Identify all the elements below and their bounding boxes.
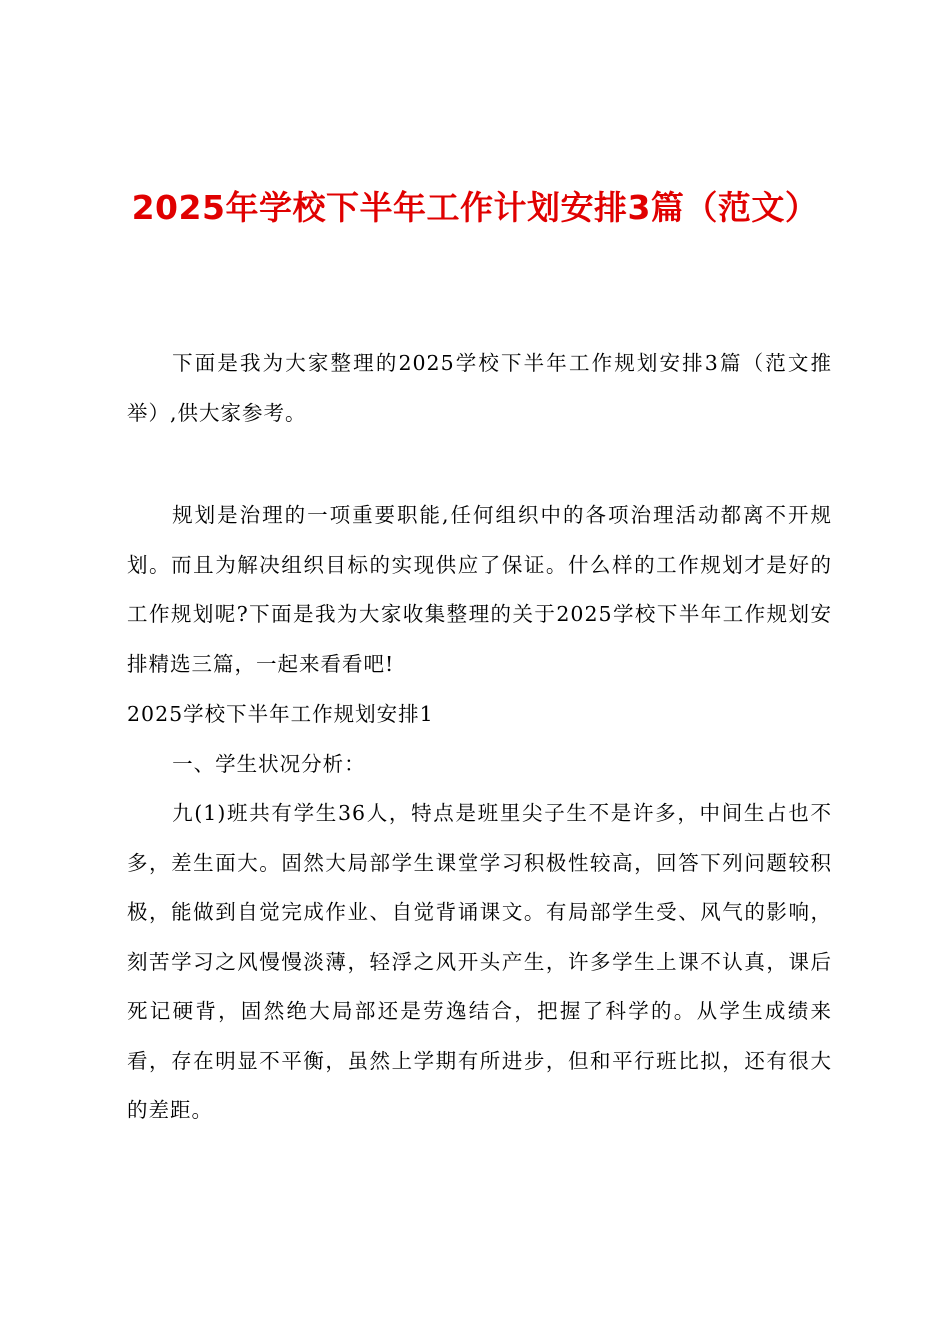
document-title: 2025年学校下半年工作计划安排3篇（范文）	[131, 188, 819, 227]
subsection-heading: 一、学生状况分析：	[172, 752, 366, 776]
student-analysis-paragraph: 九(1)班共有学生36人，特点是班里尖子生不是许多，中间生占也不多，差生面大。固然大局部学生课堂学习积极性较高，回答下列问题较积极，能做到自觉完成作业、自觉背诵课文。有局部学生受、风气的影响，刻苦学习之风慢慢淡薄，轻浮之风开头产生，许多学生上课不认真，课后死记硬背，固然绝大局部还是劳逸结合，把握了科学的。从学生成绩来看，存在明显不平衡，虽然上学期有所进步，但和平行班比拟，还有很大的差距。	[127, 801, 832, 1122]
planning-paragraph: 规划是治理的一项重要职能,任何组织中的各项治理活动都离不开规划。而且为解决组织目标的实现供应了保证。什么样的工作规划才是好的工作规划呢?下面是我为大家收集整理的关于2025学校下半年工作规划安排精选三篇，一起来看看吧!	[127, 503, 832, 676]
intro-paragraph: 下面是我为大家整理的2025学校下半年工作规划安排3篇（范文推举）,供大家参考。	[127, 351, 832, 425]
section-heading: 2025学校下半年工作规划安排1	[127, 702, 434, 726]
